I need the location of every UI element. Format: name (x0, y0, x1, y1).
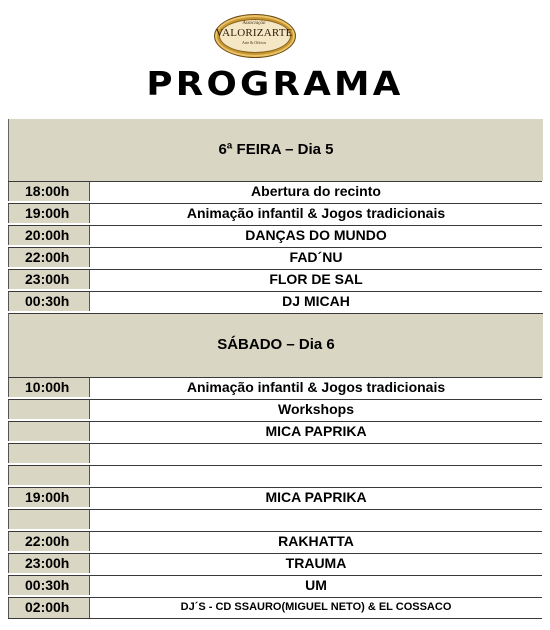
event-cell (90, 444, 542, 463)
time-cell (8, 422, 90, 441)
table-row (8, 377, 542, 397)
time-cell: 19:00h (8, 204, 90, 223)
event-cell (90, 510, 542, 529)
event-cell: Workshops (278, 401, 354, 417)
time-cell (8, 466, 90, 485)
logo-top-text: Associação (242, 21, 266, 26)
table-row (8, 531, 542, 551)
table-row (8, 575, 542, 595)
event-cell: DANÇAS DO MUNDO (245, 227, 387, 243)
time-cell: 00:30h (8, 576, 90, 595)
time-cell: 18:00h (8, 182, 90, 201)
event-cell: DJ´S - CD SSAURO(MIGUEL NETO) & EL COSSACO (180, 601, 452, 613)
valorizarte-logo (214, 14, 296, 58)
table-row (8, 465, 542, 485)
section-title-friday: 6ª FEIRA – Dia 5 (218, 141, 334, 158)
table-row (8, 399, 542, 419)
time-cell: 19:00h (8, 488, 90, 507)
event-cell (90, 466, 542, 485)
event-cell: DJ MICAH (282, 293, 350, 309)
table-row (8, 203, 542, 223)
time-cell (8, 400, 90, 419)
section-title-saturday: SÁBADO – Dia 6 (217, 336, 335, 353)
event-cell: UM (305, 577, 327, 593)
time-cell (8, 444, 90, 463)
time-cell (8, 510, 90, 529)
event-cell: Abertura do recinto (251, 183, 381, 199)
event-cell: TRAUMA (285, 555, 347, 571)
section-header-saturday (8, 313, 543, 378)
event-cell: MICA PAPRIKA (265, 489, 367, 505)
table-row (8, 181, 542, 201)
table-row (8, 269, 542, 289)
time-cell: 00:30h (8, 292, 90, 311)
table-row (8, 443, 542, 463)
time-cell: 22:00h (8, 532, 90, 551)
time-cell: 23:00h (8, 270, 90, 289)
event-cell: FLOR DE SAL (269, 271, 363, 287)
schedule-table (8, 119, 542, 621)
time-cell: 23:00h (8, 554, 90, 573)
table-row (8, 421, 542, 441)
time-cell: 02:00h (8, 598, 90, 618)
table-row (8, 487, 542, 507)
table-row (8, 291, 542, 311)
event-cell: RAKHATTA (278, 533, 354, 549)
logo-sub-text: Arte & Ofícios (242, 40, 266, 45)
logo-name: VALORIZARTE (215, 27, 293, 39)
time-cell: 10:00h (8, 378, 90, 397)
event-cell: MICA PAPRIKA (265, 423, 367, 439)
table-row (8, 597, 542, 619)
table-row (8, 509, 542, 529)
time-cell: 22:00h (8, 248, 90, 267)
table-row (8, 247, 542, 267)
section-header-friday (8, 119, 543, 181)
event-cell: Animação infantil & Jogos tradicionais (186, 379, 446, 395)
table-row (8, 553, 542, 573)
event-cell: Animação infantil & Jogos tradicionais (186, 205, 446, 221)
event-cell: FAD´NU (289, 249, 343, 265)
time-cell: 20:00h (8, 226, 90, 245)
table-row (8, 225, 542, 245)
page-title: PROGRAMA (146, 64, 404, 103)
